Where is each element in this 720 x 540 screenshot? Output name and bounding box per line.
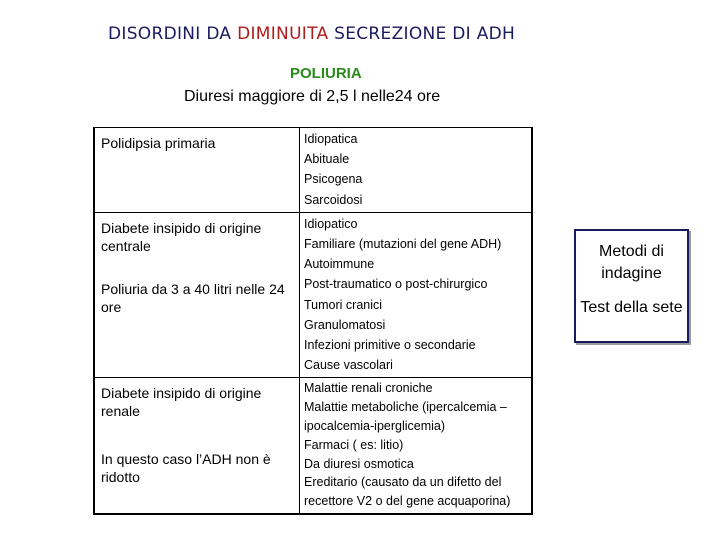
methods-box [574, 229, 689, 343]
row-label: Diabete insipido di origine centrale [101, 219, 262, 254]
table-row [94, 378, 532, 514]
list-item: Cause vascolari [304, 358, 393, 373]
list-item: Idiopatica [304, 132, 358, 146]
list-item: Malattie renali croniche [304, 381, 433, 396]
description: Diuresi maggiore di 2,5 l nelle24 ore [184, 88, 441, 105]
list-item: Da diuresi osmotica [304, 456, 414, 471]
table-row [94, 128, 532, 213]
row-label: Diabete insipido di origine renale [101, 385, 262, 420]
subtitle: POLIURIA [290, 65, 362, 82]
causes-table [93, 127, 533, 515]
table-row [94, 212, 532, 378]
list-item: Granulomatosi [304, 317, 386, 332]
list-item: Familiare (mutazioni del gene ADH) [304, 237, 502, 252]
title-part-2: SECREZIONE DI ADH [328, 24, 516, 44]
title-part-1: DISORDINI DA [108, 24, 238, 44]
list-item: Infezioni primitive o secondarie [304, 338, 476, 353]
title-highlight: DIMINUITA [237, 24, 329, 44]
list-item: Post-traumatico o post-chirurgico [304, 277, 488, 292]
row-label: Polidipsia primaria [101, 135, 216, 151]
list-item: Autoimmune [304, 257, 375, 272]
list-item: Farmaci ( es: litio) [304, 437, 404, 452]
row-causes-cell [300, 128, 533, 213]
list-item: Tumori cranici [304, 297, 383, 312]
row-note: Poliuria da 3 a 40 litri nelle 24 ore [101, 280, 285, 315]
thirst-test-label: Test della sete [580, 299, 683, 316]
row-label-cell [94, 128, 300, 213]
row-causes-cell [300, 378, 533, 514]
row-label-cell [94, 378, 300, 514]
list-item: Psicogena [304, 172, 363, 187]
list-item: Idiopatico [304, 216, 358, 231]
list-item: Sarcoidosi [304, 192, 363, 207]
row-note: In questo caso l’ADH non è ridotto [101, 451, 271, 486]
list-item: Ereditario (causato da un difetto del recettore V2 o del gene acquaporina) [304, 475, 511, 509]
methods-label: Metodi di indagine [599, 243, 664, 282]
list-item: Malattie metaboliche (ipercalcemia – ipocalcemia-iperglicemia) [304, 400, 507, 434]
list-item: Abituale [304, 152, 350, 167]
page-title [108, 24, 515, 44]
row-causes-cell [300, 212, 533, 378]
row-label-cell [94, 212, 300, 378]
